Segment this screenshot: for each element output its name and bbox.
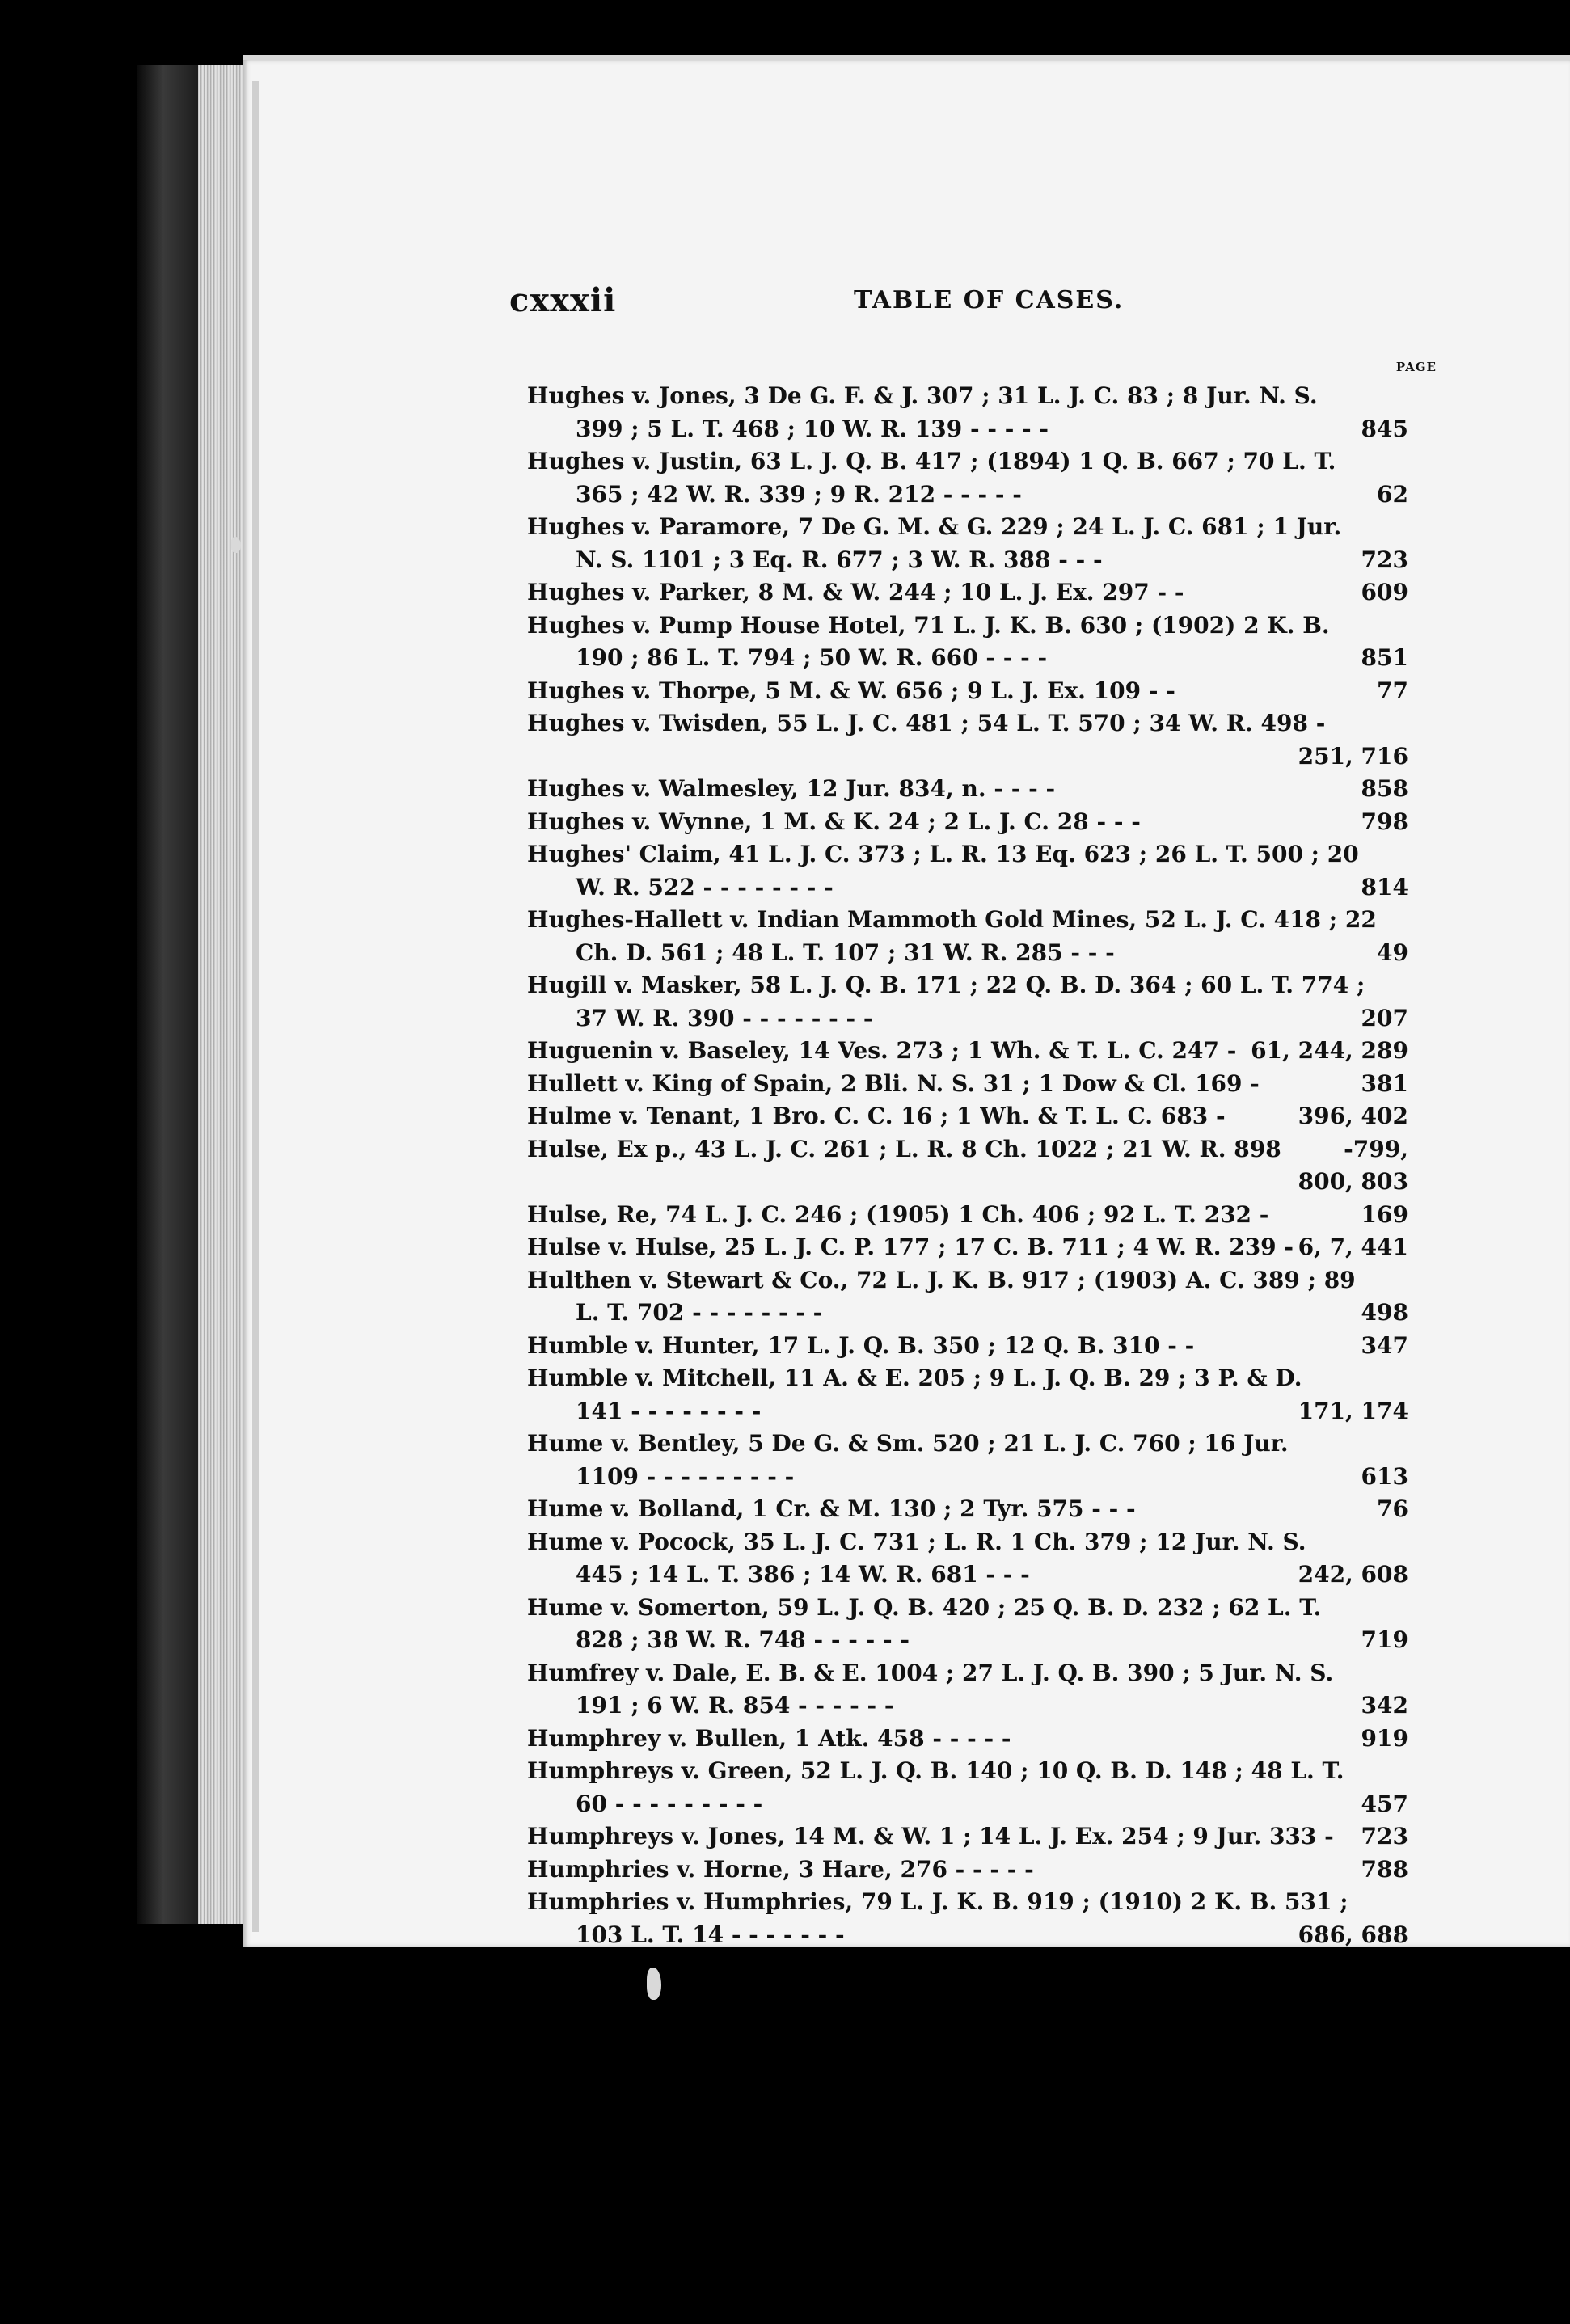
case-entry: [527, 1231, 1408, 1264]
page-inner-edge: [252, 81, 259, 1932]
case-citation: Hullett v. King of Spain, 2 Bli. N. S. 31 ; 1 Dow & Cl. 169 -: [527, 1069, 1260, 1097]
case-citation: Hulse v. Hulse, 25 L. J. C. P. 177 ; 17 C. B. 711 ; 4 W. R. 239 -: [527, 1234, 1294, 1260]
case-entry: [527, 380, 1408, 413]
case-citation: Humphries v. Horne, 3 Hare, 276 - - - - -: [527, 1855, 1034, 1883]
case-citation: W. R. 522 - - - - - - - -: [576, 873, 834, 900]
case-entry: [527, 838, 1408, 871]
case-page-reference: 76: [1377, 1495, 1408, 1522]
case-entry-continuation: [527, 1297, 1408, 1330]
case-citation: Humphrey v. Bullen, 1 Atk. 458 - - - - -: [527, 1724, 1011, 1752]
case-citation: 399 ; 5 L. T. 468 ; 10 W. R. 139 - - - - -: [576, 415, 1049, 442]
case-citation: Hulse, Ex p., 43 L. J. C. 261 ; L. R. 8 Ch. 1022 ; 21 W. R. 898: [527, 1135, 1281, 1162]
case-entry: [527, 969, 1408, 1002]
case-page-reference: 77: [1377, 677, 1408, 704]
page-number: cxxxii: [509, 281, 617, 319]
case-page-reference: 207: [1361, 1004, 1408, 1031]
case-entry: [527, 1592, 1408, 1625]
case-page-reference: 498: [1361, 1299, 1408, 1326]
case-citation: Hulme v. Tenant, 1 Bro. C. C. 16 ; 1 Wh. & T. L. C. 683 -: [527, 1103, 1226, 1129]
case-citation: Hugill v. Masker, 58 L. J. Q. B. 171 ; 22 Q. B. D. 364 ; 60 L. T. 774 ;: [527, 972, 1365, 998]
case-page-reference: 723: [1361, 546, 1408, 573]
book-spine-shadow: [137, 65, 202, 1924]
case-citation: Humfrey v. Dale, E. B. & E. 1004 ; 27 L. J. Q. B. 390 ; 5 Jur. N. S.: [527, 1659, 1334, 1686]
case-page-reference: 851: [1361, 644, 1408, 671]
paper-speck: [231, 537, 241, 553]
case-page-reference: 609: [1361, 579, 1408, 605]
case-citation: Hughes' Claim, 41 L. J. C. 373 ; L. R. 13 Eq. 623 ; 26 L. T. 500 ; 20: [527, 841, 1359, 867]
case-entry-continuation: [527, 1166, 1408, 1199]
case-citation: Hughes-Hallett v. Indian Mammoth Gold Mines, 52 L. J. C. 418 ; 22: [527, 906, 1377, 933]
case-entry: [527, 576, 1408, 609]
case-citation: 103 L. T. 14 - - - - - - -: [576, 1921, 845, 1948]
case-citation: Humphreys v. Green, 52 L. J. Q. B. 140 ; 10 Q. B. D. 148 ; 48 L. T.: [527, 1757, 1344, 1784]
case-page-reference: 919: [1361, 1724, 1408, 1752]
case-citation: 365 ; 42 W. R. 339 ; 9 R. 212 - - - - -: [576, 480, 1022, 508]
case-entry: [527, 1526, 1408, 1559]
case-page-reference: 347: [1361, 1331, 1408, 1359]
case-entry-continuation: [527, 1689, 1408, 1723]
case-page-reference: 719: [1361, 1626, 1408, 1653]
case-citation: 190 ; 86 L. T. 794 ; 50 W. R. 660 - - - -: [576, 644, 1048, 671]
case-entry: [527, 675, 1408, 708]
case-citation: Hughes v. Jones, 3 De G. F. & J. 307 ; 31 L. J. C. 83 ; 8 Jur. N. S.: [527, 382, 1318, 409]
case-page-reference: 61, 244, 289: [1251, 1037, 1408, 1064]
case-citation: Hulse, Re, 74 L. J. C. 246 ; (1905) 1 Ch. 406 ; 92 L. T. 232 -: [527, 1200, 1269, 1228]
case-page-reference: 858: [1361, 775, 1408, 802]
case-entry: [527, 1428, 1408, 1461]
case-entry: [527, 773, 1408, 806]
case-entry-continuation: [527, 544, 1408, 577]
case-citation: 1109 - - - - - - - - -: [576, 1462, 795, 1490]
case-entry: [527, 1886, 1408, 1919]
case-entry: [527, 1100, 1408, 1133]
case-page-reference: 613: [1361, 1462, 1408, 1490]
case-entry-continuation: [527, 1395, 1408, 1428]
case-entry-continuation: [527, 740, 1408, 774]
case-entry-continuation: [527, 1624, 1408, 1657]
case-entry: [527, 1820, 1408, 1854]
case-page-reference: 798: [1361, 808, 1408, 835]
case-entry: [527, 1133, 1408, 1166]
case-entry-continuation: [527, 642, 1408, 675]
case-entry: [527, 1493, 1408, 1526]
case-page-reference: 723: [1361, 1823, 1408, 1849]
case-entry: [527, 609, 1408, 643]
case-entry: [527, 1755, 1408, 1788]
case-page-reference: 845: [1361, 415, 1408, 442]
paper-speck: [647, 1968, 661, 2000]
case-citation: Hume v. Somerton, 59 L. J. Q. B. 420 ; 25 Q. B. D. 232 ; 62 L. T.: [527, 1593, 1322, 1621]
case-citation: Hume v. Bolland, 1 Cr. & M. 130 ; 2 Tyr. 575 - - -: [527, 1495, 1136, 1522]
case-citation: N. S. 1101 ; 3 Eq. R. 677 ; 3 W. R. 388 - - -: [576, 546, 1103, 573]
case-entry: [527, 707, 1408, 740]
case-entry-continuation: [527, 1461, 1408, 1494]
case-citation: Hughes v. Pump House Hotel, 71 L. J. K. B. 630 ; (1902) 2 K. B.: [527, 611, 1330, 639]
case-entry-continuation: [527, 871, 1408, 905]
case-page-reference: 169: [1361, 1200, 1408, 1228]
case-entry: [527, 1362, 1408, 1395]
case-page-reference: 62: [1377, 480, 1408, 508]
running-title: TABLE OF CASES.: [854, 286, 1125, 314]
case-entry: [527, 904, 1408, 937]
case-citation: Humphries v. Humphries, 79 L. J. K. B. 919 ; (1910) 2 K. B. 531 ;: [527, 1888, 1348, 1915]
case-entry: [527, 1035, 1408, 1068]
case-citation: Humble v. Mitchell, 11 A. & E. 205 ; 9 L. J. Q. B. 29 ; 3 P. & D.: [527, 1364, 1302, 1391]
case-entry: [527, 1199, 1408, 1232]
case-page-reference: 342: [1361, 1692, 1408, 1719]
case-entry: [527, 511, 1408, 544]
case-entry-continuation: [527, 1002, 1408, 1035]
case-citation: Ch. D. 561 ; 48 L. T. 107 ; 31 W. R. 285 - - -: [576, 938, 1115, 966]
case-page-reference: 49: [1377, 938, 1408, 966]
case-page-reference: 381: [1361, 1069, 1408, 1097]
page-stack-edge: [198, 65, 243, 1924]
case-citation: 60 - - - - - - - - -: [576, 1790, 763, 1817]
case-page-reference: 686, 688: [1298, 1921, 1408, 1948]
case-citation: 828 ; 38 W. R. 748 - - - - - -: [576, 1626, 910, 1653]
case-citation: Hughes v. Wynne, 1 M. & K. 24 ; 2 L. J. C. 28 - - -: [527, 808, 1141, 835]
case-citation: Hughes v. Thorpe, 5 M. & W. 656 ; 9 L. J. Ex. 109 - -: [527, 677, 1175, 704]
case-entry: [527, 445, 1408, 479]
case-page-reference: 242, 608: [1298, 1561, 1408, 1588]
case-citation: Huguenin v. Baseley, 14 Ves. 273 ; 1 Wh. & T. L. C. 247 -: [527, 1037, 1237, 1064]
case-page-reference: -799,: [1344, 1135, 1408, 1162]
case-entry-continuation: [527, 1919, 1408, 1952]
table-of-cases: [527, 380, 1408, 1951]
case-citation: 445 ; 14 L. T. 386 ; 14 W. R. 681 - - -: [576, 1561, 1030, 1588]
case-page-reference: 800, 803: [1298, 1168, 1408, 1195]
case-citation: Hughes v. Justin, 63 L. J. Q. B. 417 ; (1894) 1 Q. B. 667 ; 70 L. T.: [527, 448, 1336, 475]
case-entry: [527, 1723, 1408, 1756]
case-entry-continuation: [527, 1788, 1408, 1821]
case-entry: [527, 1264, 1408, 1297]
case-entry: [527, 1657, 1408, 1690]
case-citation: Hume v. Pocock, 35 L. J. C. 731 ; L. R. 1 Ch. 379 ; 12 Jur. N. S.: [527, 1528, 1306, 1555]
case-entry: [527, 1854, 1408, 1887]
case-page-reference: 6, 7, 441: [1298, 1234, 1408, 1260]
case-page-reference: 457: [1361, 1790, 1408, 1817]
case-page-reference: 171, 174: [1298, 1397, 1408, 1424]
case-entry-continuation: [527, 479, 1408, 512]
case-entry-continuation: [527, 1558, 1408, 1592]
case-citation: Hughes v. Twisden, 55 L. J. C. 481 ; 54 L. T. 570 ; 34 W. R. 498 -: [527, 710, 1326, 736]
case-citation: 191 ; 6 W. R. 854 - - - - - -: [576, 1692, 894, 1719]
case-citation: Hughes v. Parker, 8 M. & W. 244 ; 10 L. J. Ex. 297 - -: [527, 579, 1184, 605]
case-entry: [527, 806, 1408, 839]
case-entry-continuation: [527, 937, 1408, 970]
case-page-reference: 788: [1361, 1855, 1408, 1883]
case-citation: Hulthen v. Stewart & Co., 72 L. J. K. B. 917 ; (1903) A. C. 389 ; 89: [527, 1266, 1356, 1293]
case-citation: Humble v. Hunter, 17 L. J. Q. B. 350 ; 12 Q. B. 310 - -: [527, 1331, 1195, 1359]
case-entry: [527, 1330, 1408, 1363]
page-header: [509, 281, 1447, 322]
case-citation: L. T. 702 - - - - - - - -: [576, 1299, 823, 1326]
case-page-reference: 814: [1361, 873, 1408, 900]
page-column-label: PAGE: [1395, 360, 1437, 374]
case-page-reference: 396, 402: [1298, 1103, 1408, 1129]
case-citation: Hughes v. Walmesley, 12 Jur. 834, n. - - - -: [527, 775, 1056, 802]
case-citation: 141 - - - - - - - -: [576, 1397, 762, 1424]
case-citation: 37 W. R. 390 - - - - - - - -: [576, 1004, 873, 1031]
case-citation: Hume v. Bentley, 5 De G. & Sm. 520 ; 21 L. J. C. 760 ; 16 Jur.: [527, 1430, 1289, 1457]
case-citation: Hughes v. Paramore, 7 De G. M. & G. 229 ; 24 L. J. C. 681 ; 1 Jur.: [527, 513, 1342, 540]
case-citation: Humphreys v. Jones, 14 M. & W. 1 ; 14 L. J. Ex. 254 ; 9 Jur. 333 -: [527, 1823, 1334, 1849]
case-page-reference: 251, 716: [1298, 742, 1408, 770]
case-entry-continuation: [527, 413, 1408, 446]
case-entry: [527, 1068, 1408, 1101]
